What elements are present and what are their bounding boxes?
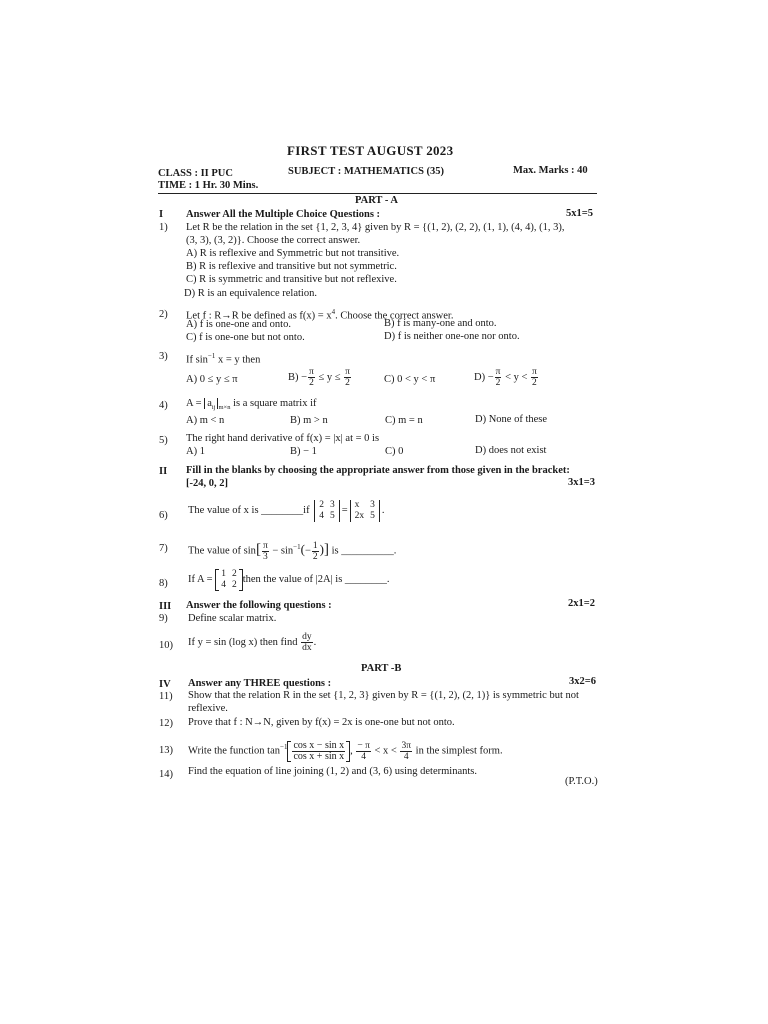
q6-stem-a: The value of x is ________if xyxy=(188,505,310,516)
q6-det-left-grid xyxy=(317,500,337,522)
q13-comma: , xyxy=(350,745,353,757)
q6-m1-cell: 2 xyxy=(319,499,324,510)
q2-option-d: D) f is neither one-one nor onto. xyxy=(384,331,520,342)
q7-bracket-close: ] xyxy=(323,541,329,558)
q3-stem xyxy=(186,350,260,367)
q13-stem xyxy=(188,733,503,766)
section-1-title: Answer All the Multiple Choice Questions : xyxy=(186,209,381,220)
q8-number: 8) xyxy=(159,578,168,589)
q6-det-left-bar-1 xyxy=(314,500,315,522)
q7-pi: π xyxy=(262,540,268,551)
q4-number: 4) xyxy=(159,400,168,411)
q10-dx: dx xyxy=(302,643,312,654)
q6-det-right-bar-2 xyxy=(379,500,380,522)
q3-number: 3) xyxy=(159,351,168,362)
q9-stem: Define scalar matrix. xyxy=(188,613,277,624)
q6-det-right-grid xyxy=(353,500,377,522)
q4-option-b: B) m > n xyxy=(290,415,328,426)
q10-number: 10) xyxy=(159,640,173,651)
section-1-roman: I xyxy=(159,209,164,220)
q3-b-prefix: B) − xyxy=(288,372,308,383)
q13-inequality: < x < xyxy=(371,745,400,757)
q8-cell: 2 xyxy=(231,579,237,590)
q13-stem-b: in the simplest form. xyxy=(415,745,503,757)
q1-option-a: A) R is reflexive and Symmetric but not transitive. xyxy=(186,248,400,259)
q1-option-b: B) R is reflexive and transitive but not symmetric. xyxy=(186,261,397,272)
q3-option-a: A) 0 ≤ y ≤ π xyxy=(186,374,238,385)
q3-d-two-1: 2 xyxy=(495,378,501,389)
q4-stem-a: A = xyxy=(186,398,205,409)
q3-b-two-1: 2 xyxy=(309,378,314,389)
q7-number: 7) xyxy=(159,543,168,554)
q4-aij: a xyxy=(207,398,212,409)
q7-one: 1 xyxy=(312,540,318,551)
q3-d-fraction-right xyxy=(531,367,538,388)
q2-option-a: A) f is one-one and onto. xyxy=(186,319,291,330)
q10-stem-a: If y = sin (log x) then find xyxy=(188,637,298,648)
q6-det-right-bar-1 xyxy=(350,500,351,522)
section-3-marks: 2x1=2 xyxy=(568,598,595,609)
q13-bracket-expression xyxy=(287,741,350,762)
q4-option-c: C) m = n xyxy=(385,415,423,426)
q8-stem xyxy=(188,565,390,595)
q3-b-middle: ≤ y ≤ xyxy=(315,372,344,383)
q5-option-d: D) does not exist xyxy=(475,445,547,456)
q13-stem-a: Write the function tan xyxy=(188,745,281,757)
q4-ij: ij xyxy=(211,404,216,412)
q4-option-d: D) None of these xyxy=(475,414,548,425)
section-3-title: Answer the following questions : xyxy=(186,600,332,611)
q6-m2-cell: 2x xyxy=(354,510,365,521)
q3-b-pi-2: π xyxy=(345,367,350,378)
q3-d-middle: < y < xyxy=(502,372,531,383)
q12-number: 12) xyxy=(159,718,173,729)
q3-b-fraction-left xyxy=(308,367,315,388)
q14-number: 14) xyxy=(159,769,173,780)
q7-minus-sin: − sin xyxy=(269,545,294,557)
q3-b-fraction-right xyxy=(344,367,351,388)
q7-negative: − xyxy=(304,545,311,557)
q9-number: 9) xyxy=(159,613,168,624)
q7-pi-over-3 xyxy=(262,541,269,562)
q5-number: 5) xyxy=(159,435,168,446)
q5-option-b: B) − 1 xyxy=(290,446,317,457)
section-2-roman: II xyxy=(159,466,168,477)
q3-exponent: −1 xyxy=(207,352,216,360)
section-4-title: Answer any THREE questions : xyxy=(188,678,332,689)
q1-line-1: Let R be the relation in the set {1, 2, 3, 4} given by R = {(1, 2), (2, 2), (1, 1), (4, 4), (1, 3), xyxy=(186,222,565,233)
q13-number: 13) xyxy=(159,745,173,756)
q12-stem: Prove that f : N→N, given by f(x) = 2x is one-one but not onto. xyxy=(188,717,455,728)
section-3-roman: III xyxy=(159,601,172,612)
q10-dy: dy xyxy=(302,632,312,643)
q13-neg-pi: − π xyxy=(357,740,370,751)
q3-b-two-2: 2 xyxy=(345,378,350,389)
q4-mxn: m×n xyxy=(218,404,231,412)
q6-end: . xyxy=(381,505,385,516)
q1-option-d: D) R is an equivalence relation. xyxy=(184,288,317,299)
q4-matrix-bracket xyxy=(204,398,218,412)
section-1-marks: 5x1=5 xyxy=(566,208,593,219)
q3-stem-b: x = y then xyxy=(215,354,261,366)
q7-one-half xyxy=(312,541,319,562)
section-2-title: Fill in the blanks by choosing the appropriate answer from those given in the bracket: xyxy=(186,465,570,476)
q7-two: 2 xyxy=(312,551,318,562)
q2-stem-a: Let f : R→R be defined as f(x) = x xyxy=(186,310,332,322)
q3-stem-a: If sin xyxy=(186,354,208,366)
q3-b-pi-1: π xyxy=(309,367,314,378)
q3-d-pi-1: π xyxy=(495,367,501,378)
header-rule xyxy=(158,193,597,194)
q13-denominator: cos x + sin x xyxy=(293,750,345,762)
q3-option-c: C) 0 < y < π xyxy=(384,374,436,385)
q6-m2-cell: 5 xyxy=(370,510,375,521)
q13-four-2: 4 xyxy=(403,751,409,762)
q3-option-d xyxy=(474,367,539,389)
max-marks-label: Max. Marks : 40 xyxy=(513,165,588,176)
q11-number: 11) xyxy=(159,691,173,702)
q3-d-pi-2: π xyxy=(532,367,537,378)
q7-stem xyxy=(188,535,396,564)
q8-stem-a: If A = xyxy=(188,574,216,585)
q8-cell: 4 xyxy=(221,579,226,590)
q1-number: 1) xyxy=(159,222,168,233)
q6-m1-cell: 4 xyxy=(319,510,324,521)
q13-three-pi: 3π xyxy=(401,740,412,751)
q5-option-c: C) 0 xyxy=(385,446,404,457)
q6-number: 6) xyxy=(159,510,168,521)
q4-stem-b: is a square matrix if xyxy=(230,398,317,409)
q13-fraction xyxy=(292,741,345,762)
q2-option-b: B) f is many-one and onto. xyxy=(384,318,497,329)
q7-inverse: −1 xyxy=(293,543,301,551)
subject-label: SUBJECT : MATHEMATICS (35) xyxy=(288,166,445,177)
q4-stem xyxy=(186,398,316,414)
q3-option-b xyxy=(288,367,352,389)
q1-option-c: C) R is symmetric and transitive but not reflexive. xyxy=(186,274,397,285)
q4-option-a: A) m < n xyxy=(186,415,225,426)
q6-determinant-left xyxy=(312,500,342,522)
q6-det-left-bar-2 xyxy=(339,500,340,522)
q7-paren-open: ( xyxy=(300,541,305,557)
q2-stem-b: . Choose the correct answer. xyxy=(335,310,454,322)
q5-stem: The right hand derivative of f(x) = |x| at = 0 is xyxy=(186,433,380,444)
q6-m1-cell: 5 xyxy=(329,510,335,521)
q13-inverse: −1 xyxy=(280,743,288,751)
q8-cell: 2 xyxy=(231,568,237,579)
q2-option-c: C) f is one-one but not onto. xyxy=(186,332,305,343)
q7-paren-close: ) xyxy=(319,541,324,557)
q6-m2-cell: x xyxy=(354,499,360,510)
pto-label: (P.T.O.) xyxy=(565,776,598,787)
q5-option-a: A) 1 xyxy=(186,446,205,457)
time-label: TIME : 1 Hr. 30 Mins. xyxy=(158,180,259,191)
q7-three: 3 xyxy=(262,551,268,562)
q10-stem xyxy=(188,630,316,656)
q2-number: 2) xyxy=(159,309,168,320)
q13-bracket-left xyxy=(287,741,291,762)
q14-stem: Find the equation of line joining (1, 2) and (3, 6) using determinants. xyxy=(188,766,477,777)
q6-m1-cell: 3 xyxy=(329,499,335,510)
q3-d-two-2: 2 xyxy=(532,378,537,389)
q8-stem-b: then the value of |2A| is ________. xyxy=(242,574,390,585)
part-b-heading: PART -B xyxy=(361,663,402,674)
q2-exponent: 4 xyxy=(331,308,336,316)
q11-line-2: reflexive. xyxy=(188,703,228,714)
section-4-marks: 3x2=6 xyxy=(569,676,596,687)
section-4-roman: IV xyxy=(159,679,171,690)
class-label: CLASS : II PUC xyxy=(158,168,233,179)
q6-equals: = xyxy=(341,505,348,516)
q1-line-2: (3, 3), (3, 2)}. Choose the correct answer. xyxy=(186,235,361,246)
section-2-bracket: [-24, 0, 2] xyxy=(186,478,228,489)
q13-four-1: 4 xyxy=(361,751,366,762)
q3-d-prefix: D) − xyxy=(474,372,494,383)
q3-d-fraction-left xyxy=(495,367,502,388)
q10-derivative xyxy=(301,632,313,653)
q13-upper-bound xyxy=(400,741,412,762)
q11-line-1: Show that the relation R in the set {1, 2, 3} given by R = {(1, 2), (2, 1)} is symmetric but not xyxy=(188,690,579,701)
q13-lower-bound xyxy=(356,741,371,762)
q6-m2-cell: 3 xyxy=(370,499,375,510)
q8-matrix xyxy=(215,569,243,591)
q7-bracket-open: [ xyxy=(255,541,261,558)
q7-stem-a: The value of sin xyxy=(188,545,256,557)
part-a-heading: PART - A xyxy=(355,195,398,206)
q6-determinant-right xyxy=(348,500,382,522)
q13-numerator: cos x − sin x xyxy=(293,739,345,751)
q10-end: . xyxy=(313,637,317,648)
q6-stem xyxy=(188,496,385,526)
exam-title: FIRST TEST AUGUST 2023 xyxy=(287,143,454,158)
q8-cell: 1 xyxy=(221,568,226,579)
q7-stem-b: is __________. xyxy=(331,545,397,557)
q8-matrix-grid xyxy=(219,569,239,591)
section-2-marks: 3x1=3 xyxy=(568,477,595,488)
